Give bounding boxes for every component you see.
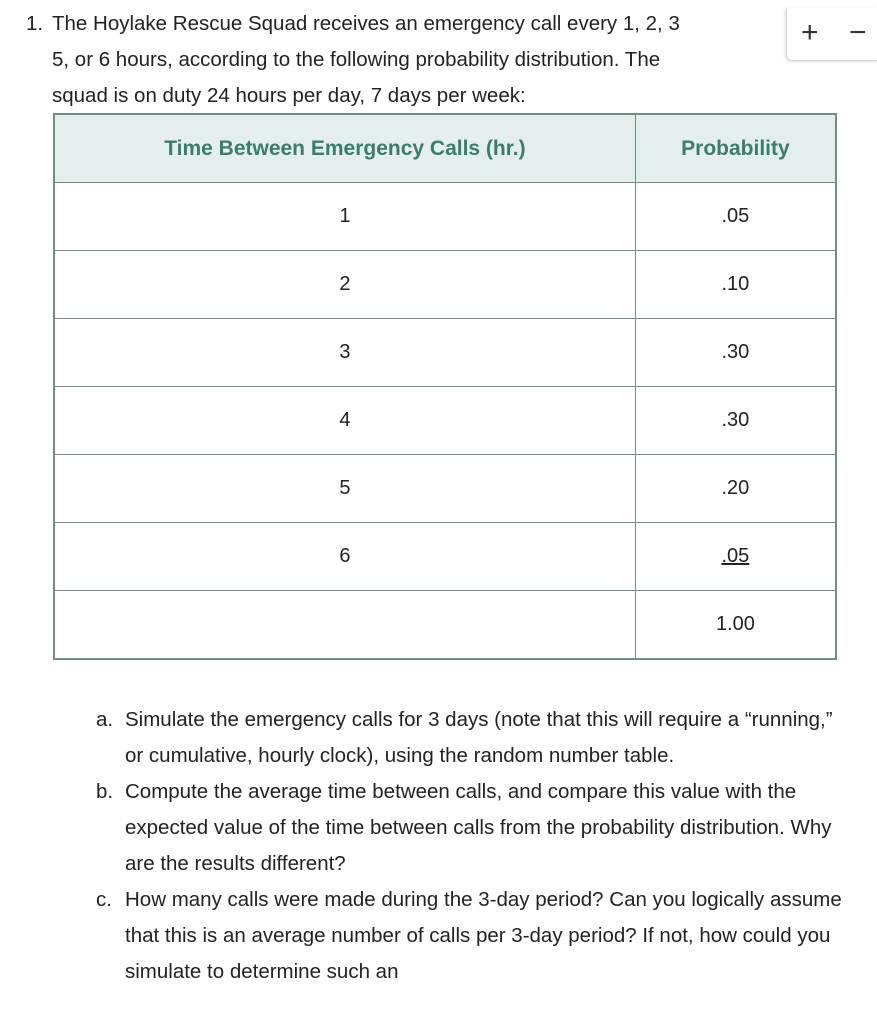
total-probability-cell: 1.00: [635, 591, 836, 660]
question-a: [96, 702, 846, 774]
problem-line-1: The Hoylake Rescue Squad receives an emergency call every 1, 2, 3: [52, 12, 680, 35]
question-c: [96, 882, 846, 990]
time-cell: 5: [54, 455, 635, 523]
header-probability: Probability: [635, 114, 836, 183]
question-letter: a.: [96, 708, 114, 731]
probability-cell: .20: [635, 455, 836, 523]
header-time: Time Between Emergency Calls (hr.): [54, 114, 635, 183]
table-header-row: [54, 114, 836, 183]
table-row: [54, 455, 836, 523]
total-label-cell: [54, 591, 635, 660]
table-row: [54, 319, 836, 387]
table-row: [54, 387, 836, 455]
problem-statement: [26, 6, 796, 114]
probability-cell: .05: [635, 183, 836, 251]
total-row: [54, 591, 836, 660]
time-cell: 3: [54, 319, 635, 387]
question-list: [96, 702, 846, 990]
problem-number: 1.: [26, 12, 44, 35]
probability-cell: .05: [721, 545, 750, 567]
question-letter: c.: [96, 888, 112, 911]
time-cell: 6: [54, 523, 635, 591]
question-text: Simulate the emergency calls for 3 days (note that this will require a “running,” or cumulative, hourly clock), using the random number table.: [125, 708, 833, 767]
problem-line-3: squad is on duty 24 hours per day, 7 days per week:: [52, 84, 526, 107]
time-cell: 2: [54, 251, 635, 319]
probability-table: [53, 113, 837, 660]
question-letter: b.: [96, 780, 114, 803]
probability-cell: .10: [635, 251, 836, 319]
probability-cell: .30: [635, 319, 836, 387]
table-row: [54, 523, 836, 591]
zoom-in-button[interactable]: +: [801, 16, 819, 49]
zoom-out-button[interactable]: −: [849, 16, 867, 49]
table-row: [54, 183, 836, 251]
problem-line-2: 5, or 6 hours, according to the following probability distribution. The: [52, 48, 661, 71]
question-text: How many calls were made during the 3-day period? Can you logically assume that this is an average number of calls per 3-day period? If not, how could you simulate to determine such an: [125, 888, 842, 983]
table-row: [54, 251, 836, 319]
question-text: Compute the average time between calls, and compare this value with the expected value of the time between calls from the probability distribution. Why are the results different?: [125, 780, 832, 875]
time-cell: 4: [54, 387, 635, 455]
probability-cell: .30: [635, 387, 836, 455]
question-b: [96, 774, 846, 882]
time-cell: 1: [54, 183, 635, 251]
zoom-controls: [786, 8, 877, 61]
